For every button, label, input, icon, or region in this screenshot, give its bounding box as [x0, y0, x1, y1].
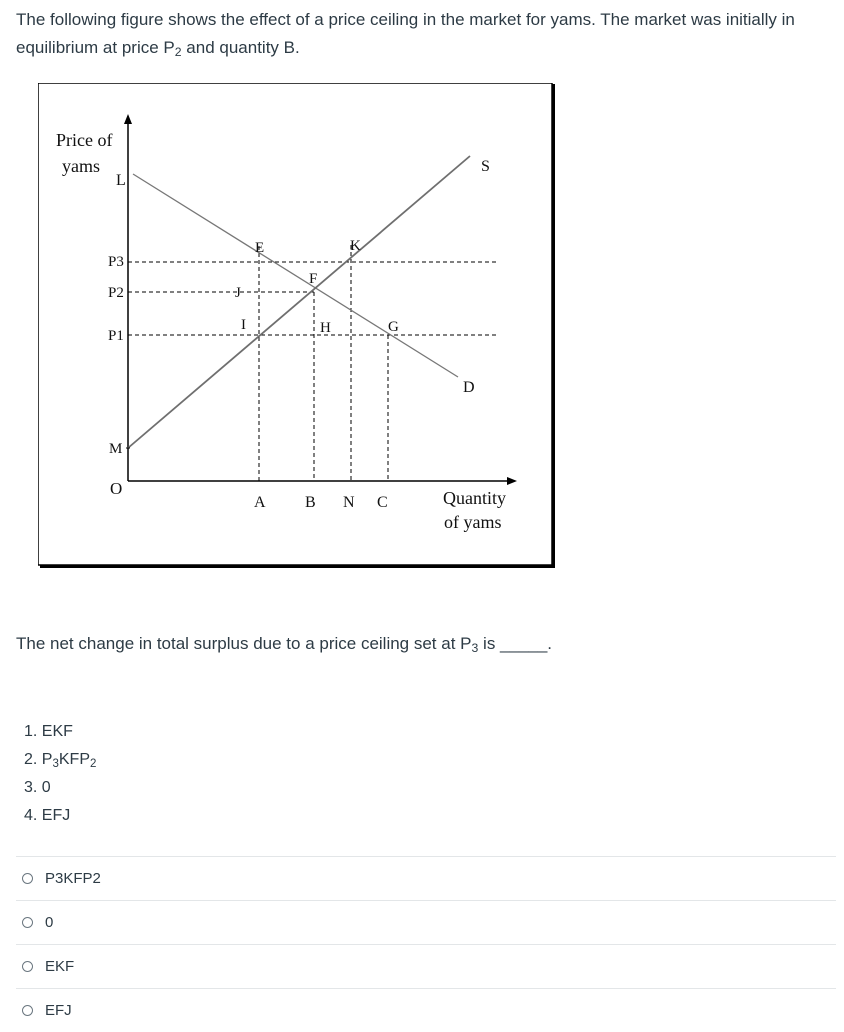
- question-text: The net change in total surplus due to a price ceiling set at $P_3$ is _____.: [16, 634, 553, 655]
- label-P2: P2: [108, 285, 124, 301]
- demand-label: D: [463, 379, 475, 396]
- y-axis-label-line2: yams: [62, 156, 100, 176]
- label-H: H: [320, 320, 331, 336]
- price-ceiling-figure: [38, 83, 555, 568]
- radio-button[interactable]: [22, 873, 33, 884]
- answer-option[interactable]: [16, 944, 836, 988]
- label-A: A: [254, 494, 266, 511]
- x-axis-label-line2: of yams: [444, 512, 502, 532]
- question-intro: The following figure shows the effect of a price ceiling in the market for yams. The market was initially in equilibrium at price $P_2$ and quantity B.: [16, 10, 795, 59]
- radio-button[interactable]: [22, 1005, 33, 1016]
- label-P1: P1: [108, 328, 124, 344]
- statement-list: [24, 718, 96, 830]
- list-item: 4. EFJ: [24, 807, 71, 824]
- label-I: I: [241, 317, 246, 333]
- answer-option[interactable]: [16, 856, 836, 900]
- list-item: 1. EKF: [24, 723, 73, 740]
- label-K: K: [350, 238, 361, 254]
- y-axis-label: Price of: [56, 130, 113, 150]
- label-L: L: [116, 172, 126, 189]
- radio-button[interactable]: [22, 961, 33, 972]
- label-N: N: [343, 494, 355, 511]
- label-G: G: [388, 319, 399, 335]
- answer-label: 0: [45, 914, 54, 931]
- list-item: 2. $P_3KFP_2$: [24, 751, 97, 770]
- x-axis-label: Quantity: [443, 488, 506, 508]
- label-F: F: [309, 271, 318, 287]
- answer-label: EFJ: [45, 1002, 72, 1019]
- label-J: J: [235, 285, 241, 301]
- radio-button[interactable]: [22, 917, 33, 928]
- list-item: 3. 0: [24, 779, 51, 796]
- answer-options: [16, 856, 836, 1032]
- label-M: M: [109, 441, 123, 457]
- label-C: C: [377, 494, 388, 511]
- label-B: B: [305, 494, 316, 511]
- answer-label: P3KFP2: [45, 870, 101, 887]
- origin-label: O: [110, 479, 123, 498]
- label-P3: P3: [108, 254, 124, 270]
- answer-option[interactable]: [16, 900, 836, 944]
- supply-label: S: [481, 158, 490, 175]
- answer-label: EKF: [45, 958, 75, 975]
- answer-option[interactable]: [16, 988, 836, 1032]
- label-E: E: [255, 240, 265, 256]
